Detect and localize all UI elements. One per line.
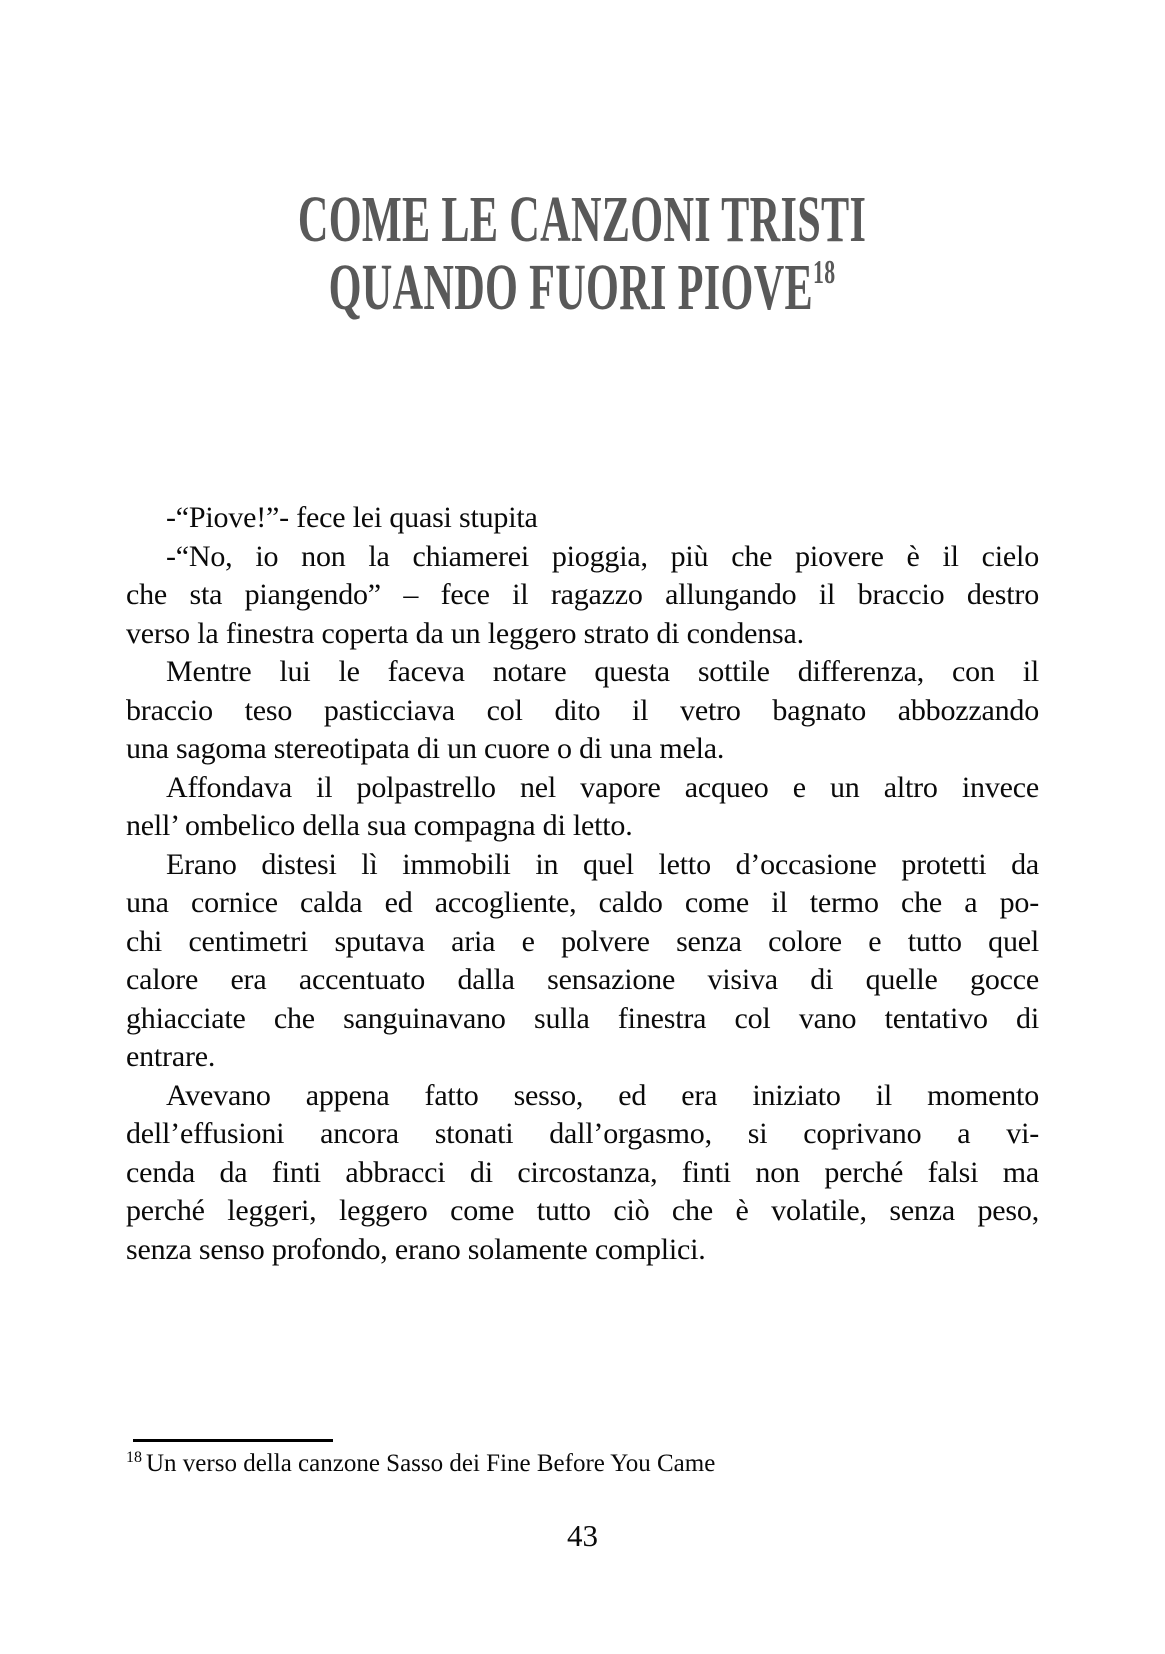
paragraph [126,1077,1039,1270]
paragraph [126,653,1039,769]
text-line: calore era accentuato dalla sensazione visiva di quelle gocce [126,963,1039,996]
paragraph [126,499,1039,538]
paragraph [126,769,1039,846]
chapter-title-text-1: COME LE CANZONI TRISTI [298,183,867,256]
text-line: braccio teso pasticciava col dito il vetro bagnato abbozzando [126,693,1039,727]
footnote-number-superscript: 18 [126,1449,142,1466]
text-line: ghiacciate che sanguinavano sulla finestra col vano tentativo di [126,1001,1039,1035]
text-line: Mentre lui le faceva notare questa sottile differenza, con il [166,655,1039,688]
text-line: che sta piangendo” – fece il ragazzo allungando il braccio destro [126,578,1039,611]
title-footnote-ref-superscript: 18 [813,254,836,291]
chapter-title-text-2-main: QUANDO FUORI PIOVE [329,251,814,324]
text-line: perché leggeri, leggero come tutto ciò che è volatile, senza peso, [126,1194,1039,1227]
text-line: verso la finestra coperta da un leggero strato di condensa. [126,616,804,650]
chapter-title-text-2 [329,251,836,324]
text-line: chi centimetri sputava aria e polvere senza colore e tutto quel [126,924,1039,958]
text-line: -“Piove!”- fece lei quasi stupita [166,501,538,534]
footnote-text: Un verso della canzone Sasso dei Fine Before You Came [146,1450,716,1477]
text-line: senza senso profondo, erano solamente complici. [126,1232,706,1266]
text-line: Affondava il polpastrello nel vapore acqueo e un altro invece [166,770,1039,804]
footnote [126,1448,1039,1480]
body-text [126,499,1039,1269]
page-number: 43 [567,1518,598,1553]
text-line: una cornice calda ed accogliente, caldo come il termo che a po- [126,886,1039,919]
text-line: una sagoma stereotipata di un cuore o di una mela. [126,732,725,765]
text-line: -“No, io non la chiamerei pioggia, più che piovere è il cielo [166,539,1039,573]
text-line: nell’ ombelico della sua compagna di letto. [126,809,633,842]
chapter-title-line-2 [0,251,1165,324]
text-line: Avevano appena fatto sesso, ed era iniziato il momento [166,1078,1039,1112]
text-line: dell’effusioni ancora stonati dall’orgasmo, si coprivano a vi- [126,1117,1039,1150]
text-line: cenda da finti abbracci di circostanza, finti non perché falsi ma [126,1155,1039,1189]
paragraph [126,846,1039,1077]
chapter-title [0,183,1165,324]
text-line: Erano distesi lì immobili in quel letto d’occasione protetti da [166,847,1039,881]
footnote-separator-rule [133,1439,333,1442]
text-line: entrare. [126,1040,216,1073]
chapter-title-line-1 [0,183,1165,256]
paragraph [126,538,1039,654]
